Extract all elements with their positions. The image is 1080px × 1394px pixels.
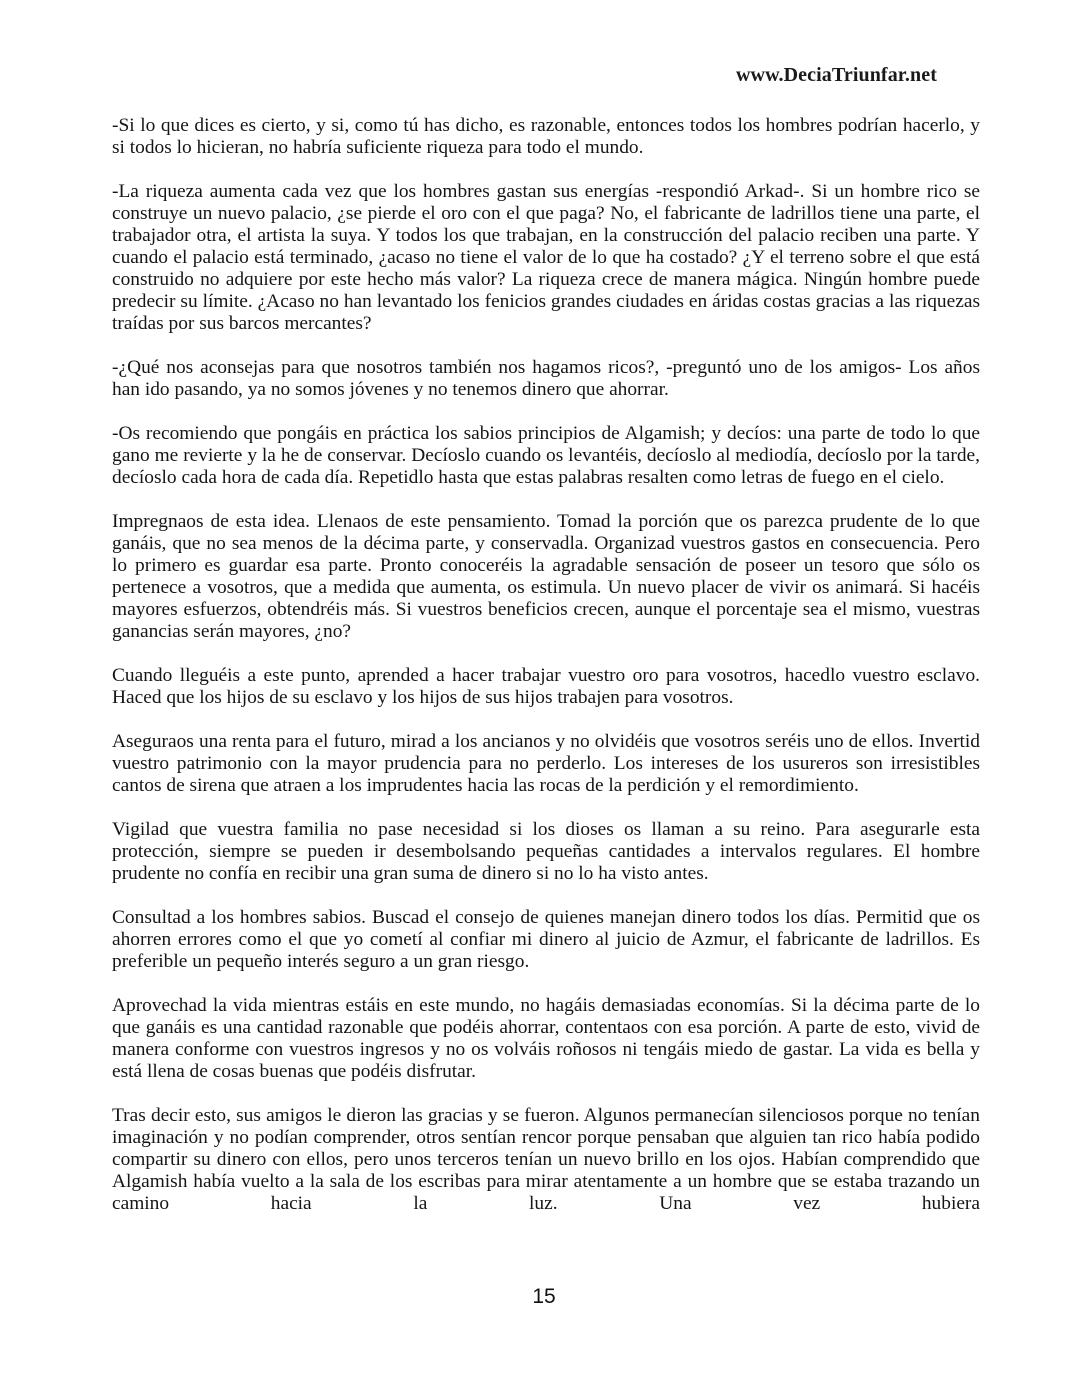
paragraph-4: -Os recomiendo que pongáis en práctica los sabios principios de Algamish; y decíos: una parte de todo lo que gano me revierte y la he de conservar. Decíoslo cuando os levantéis, decíoslo al mediodía, decíoslo por la tarde, decíoslo cada hora de cada día. Repetidlo hasta que estas palabras resalten como letras de fuego en el cielo. — [112, 423, 980, 488]
paragraph-3: -¿Qué nos aconsejas para que nosotros también nos hagamos ricos?, -preguntó uno de los amigos- Los años han ido pasando, ya no somos jóvenes y no tenemos dinero que ahorrar. — [112, 357, 980, 400]
header-website-url: www.DeciaTriunfar.net — [736, 64, 937, 86]
paragraph-8: Vigilad que vuestra familia no pase necesidad si los dioses os llaman a su reino. Para asegurarle esta protección, siempre se pueden ir desembolsando pequeñas cantidades a intervalos regulares. El hombre prudente no confía en recibir una gran suma de dinero si no lo ha visto antes. — [112, 819, 980, 884]
paragraph-9: Consultad a los hombres sabios. Buscad el consejo de quienes manejan dinero todos los días. Permitid que os ahorren errores como el que yo cometí al confiar mi dinero al juicio de Azmur, el fabricante de ladrillos. Es preferible un pequeño interés seguro a un gran riesgo. — [112, 907, 980, 972]
paragraph-5: Impregnaos de esta idea. Llenaos de este pensamiento. Tomad la porción que os parezca prudente de lo que ganáis, que no sea menos de la décima parte, y conservadla. Organizad vuestros gastos en consecuencia. Pero lo primero es guardar esa parte. Pronto conoceréis la agradable sensación de poseer un tesoro que sólo os pertenece a vosotros, que a medida que aumenta, os estimula. Un nuevo placer de vivir os animará. Si hacéis mayores esfuerzos, obtendréis más. Si vuestros beneficios crecen, aunque el porcentaje sea el mismo, vuestras ganancias serán mayores, ¿no? — [112, 511, 980, 642]
paragraph-7: Aseguraos una renta para el futuro, mirad a los ancianos y no olvidéis que vosotros seréis uno de ellos. Invertid vuestro patrimonio con la mayor prudencia para no perderlo. Los intereses de los usureros son irresistibles cantos de sirena que atraen a los imprudentes hacia las rocas de la perdición y el remordimiento. — [112, 731, 980, 796]
paragraph-10: Aprovechad la vida mientras estáis en este mundo, no hagáis demasiadas economías. Si la décima parte de lo que ganáis es una cantidad razonable que podéis ahorrar, contentaos con esa porción. A parte de esto, vivid de manera conforme con vuestros ingresos y no os volváis roñosos ni tengáis miedo de gastar. La vida es bella y está llena de cosas buenas que podéis disfrutar. — [112, 995, 980, 1082]
paragraph-11: Tras decir esto, sus amigos le dieron las gracias y se fueron. Algunos permanecían silenciosos porque no tenían imaginación y no podían comprender, otros sentían rencor porque pensaban que alguien tan rico había podido compartir su dinero con ellos, pero unos terceros tenían un nuevo brillo en los ojos. Habían comprendido que Algamish había vuelto a la sala de los escribas para mirar atentamente a un hombre que se estaba trazando un camino hacia la luz. Una vez hubiera — [112, 1105, 980, 1214]
page-body — [112, 115, 980, 1237]
paragraph-6: Cuando lleguéis a este punto, aprended a hacer trabajar vuestro oro para vosotros, hacedlo vuestro esclavo. Haced que los hijos de su esclavo y los hijos de sus hijos trabajen para vosotros. — [112, 665, 980, 708]
paragraph-1: -Si lo que dices es cierto, y si, como tú has dicho, es razonable, entonces todos los hombres podrían hacerlo, y si todos lo hicieran, no habría suficiente riqueza para todo el mundo. — [112, 115, 980, 158]
paragraph-2: -La riqueza aumenta cada vez que los hombres gastan sus energías -respondió Arkad-. Si un hombre rico se construye un nuevo palacio, ¿se pierde el oro con el que paga? No, el fabricante de ladrillos tiene una parte, el trabajador otra, el artista la suya. Y todos los que trabajan, en la construcción del palacio reciben una parte. Y cuando el palacio está terminado, ¿acaso no tiene el valor de lo que ha costado? ¿Y el terreno sobre el que está construido no adquiere por este hecho más valor? La riqueza crece de manera mágica. Ningún hombre puede predecir su límite. ¿Acaso no han levantado los fenicios grandes ciudades en áridas costas gracias a las riquezas traídas por sus barcos mercantes? — [112, 181, 980, 334]
page-number: 15 — [532, 1285, 556, 1308]
